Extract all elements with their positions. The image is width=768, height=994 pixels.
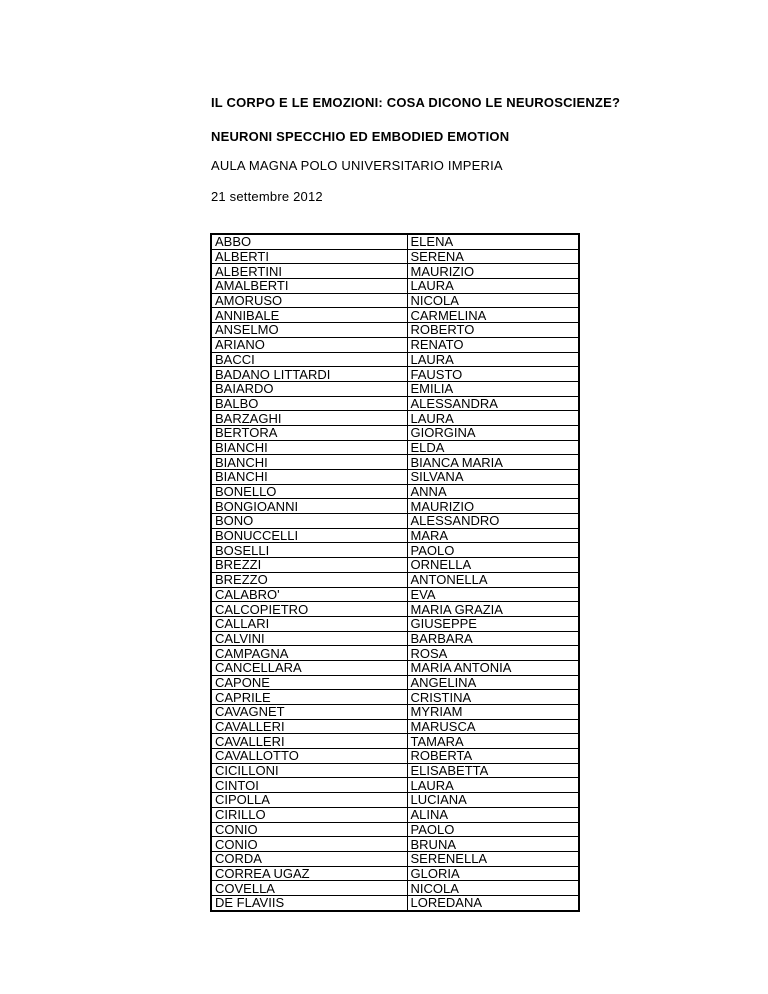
table-row — [211, 514, 579, 529]
surname-cell: BOSELLI — [211, 543, 407, 558]
surname-cell: CIPOLLA — [211, 793, 407, 808]
firstname-cell: TAMARA — [407, 734, 579, 749]
surname-cell: CAVALLOTTO — [211, 749, 407, 764]
firstname-cell: ROBERTA — [407, 749, 579, 764]
table-row — [211, 249, 579, 264]
surname-cell: CAVAGNET — [211, 705, 407, 720]
firstname-cell: ANTONELLA — [407, 572, 579, 587]
surname-cell: ANSELMO — [211, 323, 407, 338]
surname-cell: BREZZI — [211, 558, 407, 573]
surname-cell: ALBERTI — [211, 249, 407, 264]
firstname-cell: ELDA — [407, 440, 579, 455]
table-row — [211, 352, 579, 367]
firstname-cell: EMILIA — [407, 381, 579, 396]
firstname-cell: GLORIA — [407, 866, 579, 881]
firstname-cell: NICOLA — [407, 881, 579, 896]
firstname-cell: LUCIANA — [407, 793, 579, 808]
surname-cell: BALBO — [211, 396, 407, 411]
firstname-cell: PAOLO — [407, 543, 579, 558]
firstname-cell: ALESSANDRO — [407, 514, 579, 529]
table-row — [211, 337, 579, 352]
table-row — [211, 763, 579, 778]
table-row — [211, 367, 579, 382]
surname-cell: CAPONE — [211, 675, 407, 690]
table-row — [211, 616, 579, 631]
firstname-cell: ROBERTO — [407, 323, 579, 338]
surname-cell: CINTOI — [211, 778, 407, 793]
firstname-cell: MARIA ANTONIA — [407, 660, 579, 675]
table-row — [211, 572, 579, 587]
table-row — [211, 778, 579, 793]
table-row — [211, 646, 579, 661]
firstname-cell: CARMELINA — [407, 308, 579, 323]
firstname-cell: RENATO — [407, 337, 579, 352]
firstname-cell: SILVANA — [407, 470, 579, 485]
firstname-cell: BIANCA MARIA — [407, 455, 579, 470]
surname-cell: CORDA — [211, 851, 407, 866]
firstname-cell: MYRIAM — [407, 705, 579, 720]
table-row — [211, 279, 579, 294]
surname-cell: CAPRILE — [211, 690, 407, 705]
table-row — [211, 602, 579, 617]
surname-cell: CALABRO' — [211, 587, 407, 602]
table-row — [211, 499, 579, 514]
firstname-cell: MAURIZIO — [407, 499, 579, 514]
firstname-cell: ANGELINA — [407, 675, 579, 690]
table-row — [211, 234, 579, 249]
firstname-cell: SERENA — [407, 249, 579, 264]
firstname-cell: ELENA — [407, 234, 579, 249]
surname-cell: BIANCHI — [211, 470, 407, 485]
table-row — [211, 528, 579, 543]
firstname-cell: LOREDANA — [407, 895, 579, 910]
surname-cell: AMALBERTI — [211, 279, 407, 294]
table-row — [211, 323, 579, 338]
firstname-cell: SERENELLA — [407, 851, 579, 866]
firstname-cell: LAURA — [407, 778, 579, 793]
firstname-cell: GIUSEPPE — [407, 616, 579, 631]
surname-cell: COVELLA — [211, 881, 407, 896]
table-row — [211, 425, 579, 440]
surname-cell: CIRILLO — [211, 807, 407, 822]
surname-cell: BONUCCELLI — [211, 528, 407, 543]
table-row — [211, 484, 579, 499]
table-row — [211, 470, 579, 485]
surname-cell: BONO — [211, 514, 407, 529]
surname-cell: CAMPAGNA — [211, 646, 407, 661]
table-row — [211, 793, 579, 808]
surname-cell: CALVINI — [211, 631, 407, 646]
surname-cell: CALCOPIETRO — [211, 602, 407, 617]
firstname-cell: BARBARA — [407, 631, 579, 646]
firstname-cell: LAURA — [407, 411, 579, 426]
table-row — [211, 543, 579, 558]
surname-cell: ALBERTINI — [211, 264, 407, 279]
table-row — [211, 734, 579, 749]
surname-cell: CONIO — [211, 822, 407, 837]
table-row — [211, 675, 579, 690]
table-row — [211, 851, 579, 866]
surname-cell: BAIARDO — [211, 381, 407, 396]
table-row — [211, 881, 579, 896]
firstname-cell: ANNA — [407, 484, 579, 499]
table-row — [211, 558, 579, 573]
surname-cell: BREZZO — [211, 572, 407, 587]
surname-cell: ARIANO — [211, 337, 407, 352]
firstname-cell: CRISTINA — [407, 690, 579, 705]
surname-cell: BONELLO — [211, 484, 407, 499]
table-row — [211, 396, 579, 411]
table-row — [211, 455, 579, 470]
surname-cell: CAVALLERI — [211, 734, 407, 749]
attendee-table-body — [211, 234, 579, 911]
table-row — [211, 440, 579, 455]
surname-cell: BONGIOANNI — [211, 499, 407, 514]
firstname-cell: MARIA GRAZIA — [407, 602, 579, 617]
table-row — [211, 895, 579, 910]
table-row — [211, 411, 579, 426]
table-row — [211, 705, 579, 720]
surname-cell: BARZAGHI — [211, 411, 407, 426]
firstname-cell: NICOLA — [407, 293, 579, 308]
firstname-cell: LAURA — [407, 279, 579, 294]
surname-cell: BADANO LITTARDI — [211, 367, 407, 382]
firstname-cell: LAURA — [407, 352, 579, 367]
table-row — [211, 690, 579, 705]
firstname-cell: PAOLO — [407, 822, 579, 837]
firstname-cell: ROSA — [407, 646, 579, 661]
surname-cell: CICILLONI — [211, 763, 407, 778]
surname-cell: DE FLAVIIS — [211, 895, 407, 910]
surname-cell: CALLARI — [211, 616, 407, 631]
table-row — [211, 308, 579, 323]
surname-cell: AMORUSO — [211, 293, 407, 308]
firstname-cell: MARA — [407, 528, 579, 543]
surname-cell: ABBO — [211, 234, 407, 249]
surname-cell: CAVALLERI — [211, 719, 407, 734]
table-row — [211, 631, 579, 646]
document-title: IL CORPO E LE EMOZIONI: COSA DICONO LE NEUROSCIENZE? — [211, 95, 621, 110]
surname-cell: BACCI — [211, 352, 407, 367]
firstname-cell: ELISABETTA — [407, 763, 579, 778]
table-row — [211, 293, 579, 308]
firstname-cell: ORNELLA — [407, 558, 579, 573]
firstname-cell: MARUSCA — [407, 719, 579, 734]
table-row — [211, 749, 579, 764]
surname-cell: CONIO — [211, 837, 407, 852]
firstname-cell: BRUNA — [407, 837, 579, 852]
document-subtitle: NEURONI SPECCHIO ED EMBODIED EMOTION — [211, 129, 510, 144]
surname-cell: BIANCHI — [211, 440, 407, 455]
surname-cell: BERTORA — [211, 425, 407, 440]
date-line: 21 settembre 2012 — [211, 189, 323, 204]
firstname-cell: FAUSTO — [407, 367, 579, 382]
firstname-cell: MAURIZIO — [407, 264, 579, 279]
table-row — [211, 264, 579, 279]
firstname-cell: ALESSANDRA — [407, 396, 579, 411]
firstname-cell: EVA — [407, 587, 579, 602]
table-row — [211, 660, 579, 675]
table-row — [211, 381, 579, 396]
table-row — [211, 822, 579, 837]
surname-cell: CORREA UGAZ — [211, 866, 407, 881]
surname-cell: ANNIBALE — [211, 308, 407, 323]
table-row — [211, 587, 579, 602]
table-row — [211, 866, 579, 881]
table-row — [211, 837, 579, 852]
attendee-table — [210, 233, 580, 912]
surname-cell: BIANCHI — [211, 455, 407, 470]
surname-cell: CANCELLARA — [211, 660, 407, 675]
table-row — [211, 807, 579, 822]
table-row — [211, 719, 579, 734]
firstname-cell: ALINA — [407, 807, 579, 822]
firstname-cell: GIORGINA — [407, 425, 579, 440]
venue-line: AULA MAGNA POLO UNIVERSITARIO IMPERIA — [211, 158, 503, 173]
